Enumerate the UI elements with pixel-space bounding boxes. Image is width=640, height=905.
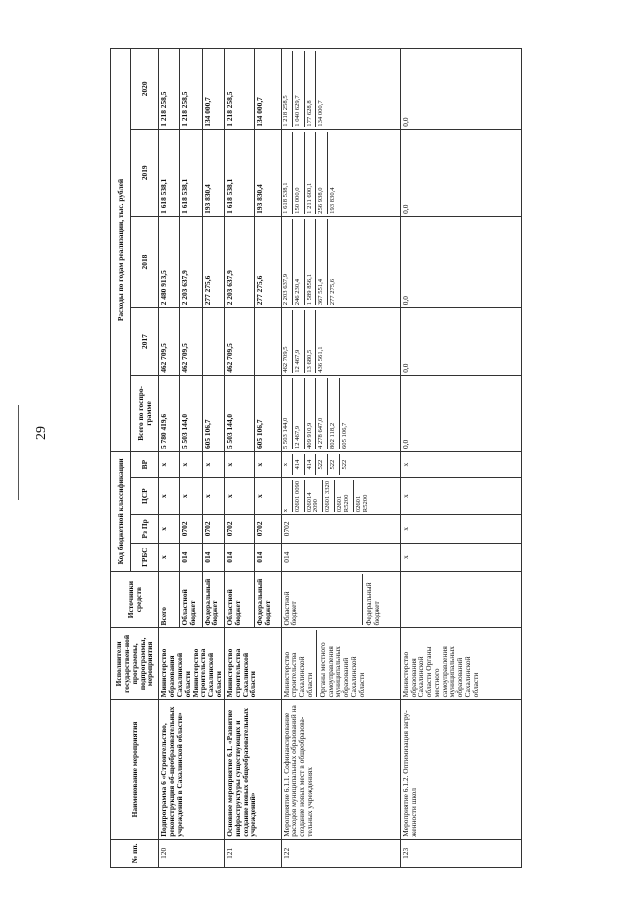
cell-2017: [202, 308, 225, 376]
cell-vr: x: [225, 452, 255, 478]
header-total: Всего по госпро-грамме: [131, 375, 159, 451]
cell-total: 0,0: [400, 375, 521, 451]
cell-rzpr: 0702: [225, 515, 255, 543]
vr-line: 522: [315, 454, 325, 475]
executor-line: Органы местного самоуправления муниципальных образований Сахалинской области: [316, 630, 366, 697]
csr-line: 02601 0090: [293, 480, 301, 513]
source-line: Федеральный бюджет: [362, 574, 381, 626]
cell-total: [281, 375, 400, 451]
y2019-line: 193 830,4: [327, 132, 337, 214]
cell-source: Областной бюджет: [179, 571, 202, 628]
y2018-line: 277 275,6: [327, 219, 337, 305]
header-2019: 2019: [131, 129, 159, 216]
cell-grbs: 014: [179, 543, 202, 571]
row-name: Подпрограмма 6 «Строительство, реконструкция об-щеобразовательных учреждений в Сахалинской области»: [159, 700, 225, 839]
header-code-group: Код бюджетной классификации: [111, 452, 131, 572]
header-expenses-group: Расходы по годам реализации, тыс. рублей: [111, 49, 131, 452]
cell-rzpr: 0702: [202, 515, 225, 543]
cell-2017: 462 709,5: [225, 308, 255, 376]
cell-total: 5 503 144,0: [179, 375, 202, 451]
margin-rule: [18, 405, 19, 500]
y2019-line: 1 618 538,1: [281, 182, 289, 214]
y2019-line: 256 938,0: [315, 132, 325, 214]
row-name: Мероприятие 6.1.2. Оптимизация загру-женности школ: [400, 700, 521, 839]
cell-csr: x: [179, 478, 202, 515]
y2020-line: 177 628,8: [304, 51, 314, 127]
csr-line: 026014 2090: [304, 480, 321, 512]
header-row-1: [111, 49, 131, 868]
cell-source: Областной бюджет: [225, 571, 255, 628]
cell-2018: 277 275,6: [202, 216, 225, 307]
cell-source: [281, 571, 400, 628]
vr-line: 414: [292, 454, 302, 475]
total-line: 12 467,9: [292, 378, 302, 449]
cell-grbs: x: [159, 543, 180, 571]
row-executor: [281, 628, 400, 700]
cell-2019: 193 830,4: [202, 129, 225, 216]
cell-csr: x: [255, 478, 281, 515]
table-row: [281, 49, 400, 868]
csr-line: 02601 R5200: [334, 480, 351, 512]
y2017-line: 462 709,5: [281, 346, 289, 373]
row-num: 121: [225, 839, 282, 867]
cell-2020: 1 218 258,5: [179, 49, 202, 130]
cell-rzpr: 0702: [179, 515, 202, 543]
cell-vr: x: [179, 452, 202, 478]
total-line: 5 503 144,0: [281, 417, 289, 450]
vr-line: 522: [327, 454, 337, 475]
budget-table: [110, 48, 522, 868]
header-2018: 2018: [131, 216, 159, 307]
table-row: [225, 49, 255, 868]
table-row: [400, 49, 521, 868]
cell-source: Федеральный бюджет: [202, 571, 225, 628]
y2017-line: 12 467,9: [292, 310, 302, 373]
cell-2017: 462 709,5: [179, 308, 202, 376]
cell-2018: 2 203 637,9: [179, 216, 202, 307]
header-executor: Исполнители государствен-ной программы, подпрограммы, мероприятия: [111, 628, 159, 700]
vr-line: x: [281, 462, 289, 467]
cell-2017: [255, 308, 281, 376]
cell-2019: [281, 129, 400, 216]
total-line: 4 278 647,0: [315, 378, 325, 449]
row-name: Мероприятие 6.1.1. Софинансирование расходов муниципальных образований на создание новых мест в общеобразова-тельных учреждениях: [281, 700, 400, 839]
cell-2018: 2 203 637,9: [225, 216, 255, 307]
cell-2019: 1 618 538,1: [225, 129, 255, 216]
cell-2019: 1 618 538,1: [159, 129, 180, 216]
cell-rzpr: x: [400, 515, 521, 543]
header-name: Наименование мероприятия: [111, 700, 159, 839]
source-line: Областной бюджет: [281, 591, 299, 626]
total-line: 605 106,7: [339, 378, 349, 449]
cell-grbs: 014: [281, 543, 400, 571]
y2017-line: 13 680,5: [304, 310, 314, 373]
cell-grbs: 014: [202, 543, 225, 571]
cell-grbs: x: [400, 543, 521, 571]
cell-2017: 0,0: [400, 308, 521, 376]
executor-line: Министерство строительства Сахалинской области: [281, 651, 314, 698]
header-source: Источники средств: [111, 571, 159, 628]
cell-2020: 1 218 258,5: [225, 49, 255, 130]
cell-2020: [281, 49, 400, 130]
header-2020: 2020: [131, 49, 159, 130]
row-executor: Министерство строительства Сахалинской области: [225, 628, 282, 700]
header-rzpr: Рз Пр: [131, 515, 159, 543]
cell-2020: 134 000,7: [202, 49, 225, 130]
cell-csr: x: [159, 478, 180, 515]
cell-rzpr: 0702: [281, 515, 400, 543]
header-grbs: ГРБС: [131, 543, 159, 571]
y2018-line: 1 589 856,1: [304, 219, 314, 305]
cell-total: 5 503 144,0: [225, 375, 255, 451]
cell-grbs: 014: [225, 543, 255, 571]
header-vr: ВР: [131, 452, 159, 478]
cell-csr: [281, 478, 400, 515]
y2018-line: 2 203 637,9: [281, 273, 289, 306]
cell-rzpr: 0702: [255, 515, 281, 543]
y2018-line: 246 230,4: [292, 219, 302, 305]
total-line: 802 118,2: [327, 378, 337, 449]
table-row: [159, 49, 180, 868]
cell-2020: 0,0: [400, 49, 521, 130]
vr-line: 522: [339, 454, 349, 475]
row-name: Основное мероприятие 6.1. «Развитие инфраструктуры существующих и создание новых общеобразовательных учреждений»: [225, 700, 282, 839]
cell-vr: x: [159, 452, 180, 478]
cell-2017: [281, 308, 400, 376]
cell-source: Федеральный бюджет: [255, 571, 281, 628]
y2019-line: 1 211 600,1: [304, 132, 314, 214]
row-num: 123: [400, 839, 521, 867]
y2020-line: 134 000,7: [315, 51, 325, 127]
total-line: 409 910,9: [304, 378, 314, 449]
csr-line: 02601 R5200: [353, 480, 370, 512]
header-2017: 2017: [131, 308, 159, 376]
cell-grbs: 014: [255, 543, 281, 571]
y2017-line: 436 561,1: [315, 310, 325, 373]
cell-source: Всего: [159, 571, 180, 628]
csr-line: x: [281, 508, 289, 513]
cell-vr: x: [202, 452, 225, 478]
cell-source: [400, 571, 521, 628]
cell-rzpr: x: [159, 515, 180, 543]
y2020-line: 1 040 629,7: [292, 51, 302, 127]
cell-csr: x: [202, 478, 225, 515]
cell-vr: [281, 452, 400, 478]
cell-2019: 0,0: [400, 129, 521, 216]
row-num: 120: [159, 839, 225, 867]
cell-2020: 1 218 258,5: [159, 49, 180, 130]
cell-2019: 1 618 538,1: [179, 129, 202, 216]
cell-2019: 193 830,4: [255, 129, 281, 216]
cell-2020: 134 000,7: [255, 49, 281, 130]
row-num: 122: [281, 839, 400, 867]
header-csr: ЦСР: [131, 478, 159, 515]
cell-2018: [281, 216, 400, 307]
y2019-line: 150 000,0: [292, 132, 302, 214]
row-executor: Министерство образования Сахалинской области Органы местного самоуправления муниципальных образований Сахалинской области: [400, 628, 521, 700]
cell-vr: x: [255, 452, 281, 478]
cell-vr: x: [400, 452, 521, 478]
cell-2018: 0,0: [400, 216, 521, 307]
cell-total: 605 106,7: [202, 375, 225, 451]
csr-line: 02601 3320: [324, 480, 332, 513]
header-num: № пп.: [111, 839, 159, 867]
cell-total: 5 780 419,6: [159, 375, 180, 451]
cell-2018: 277 275,6: [255, 216, 281, 307]
y2020-line: 1 218 258,5: [281, 95, 289, 127]
vr-line: 414: [304, 454, 314, 475]
row-executor: Министерство образования Сахалинской области Министерство строительства Сахалинской области: [159, 628, 225, 700]
cell-csr: x: [400, 478, 521, 515]
rotated-table-wrapper: [110, 48, 522, 868]
cell-2017: 462 709,5: [159, 308, 180, 376]
cell-csr: x: [225, 478, 255, 515]
y2018-line: 367 551,4: [315, 219, 325, 305]
cell-2018: 2 480 913,5: [159, 216, 180, 307]
cell-total: 605 106,7: [255, 375, 281, 451]
page-number: 29: [34, 426, 49, 440]
